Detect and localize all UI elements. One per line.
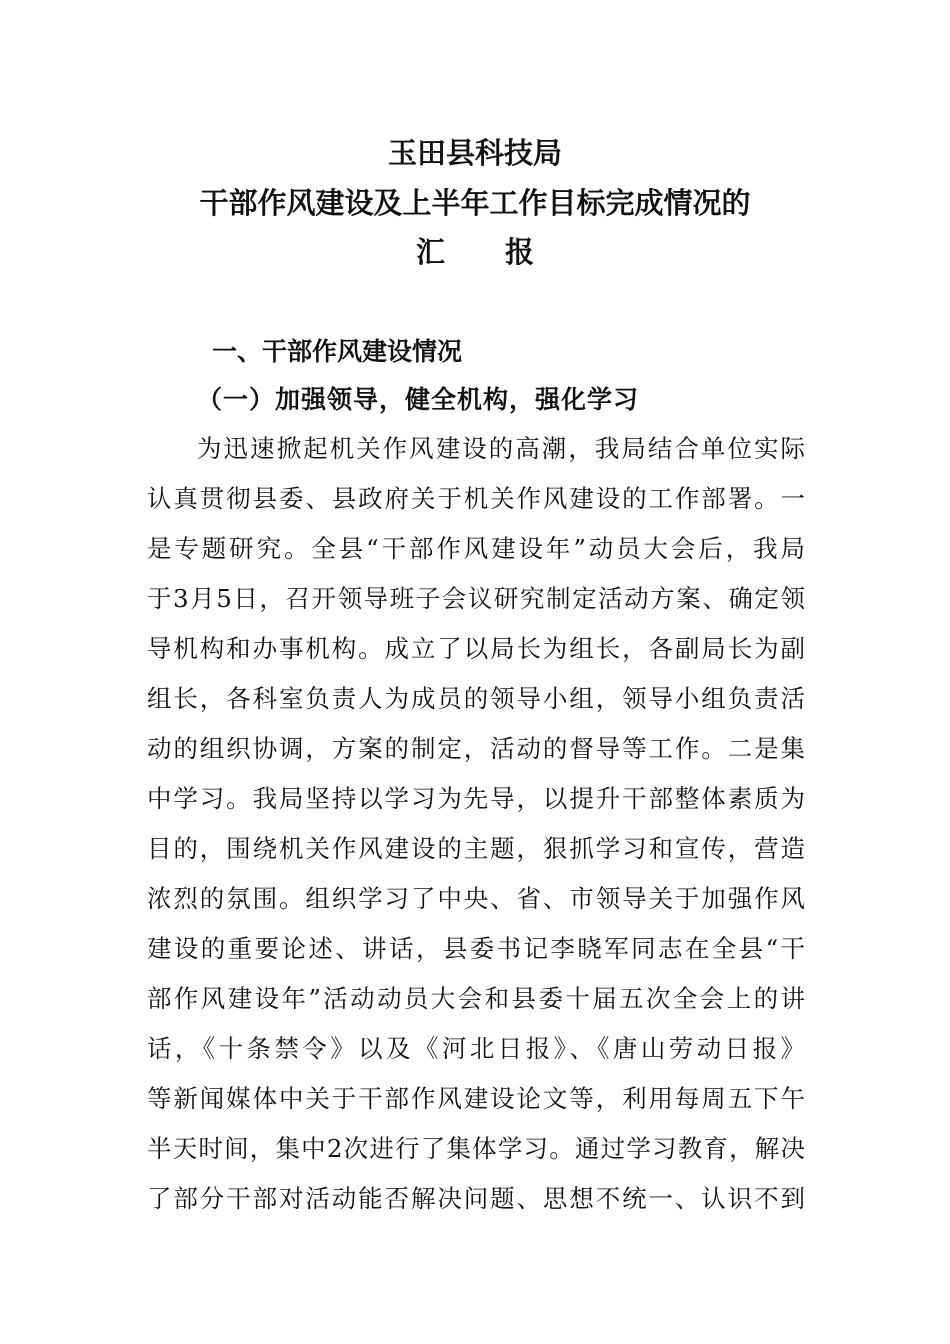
document-title-report: 汇报 xyxy=(415,235,594,269)
body-line: 了部分干部对活动能否解决问题、思想不统一、认识不到 xyxy=(147,1184,805,1213)
document-title-org: 玉田县科技局 xyxy=(387,136,562,170)
body-line: 于3月5日，召开领导班子会议研究制定活动方案、确定领 xyxy=(147,584,805,613)
document-title-subject: 干部作风建设及上半年工作目标完成情况的 xyxy=(199,186,751,220)
body-line: 认真贯彻县委、县政府关于机关作风建设的工作部署。一 xyxy=(147,484,805,513)
subsection-heading: （一）加强领导，健全机构，强化学习 xyxy=(197,385,640,414)
body-line: 话，《十条禁令》以及《河北日报》、《唐山劳动日报》 xyxy=(147,1034,805,1063)
body-line: 半天时间，集中2次进行了集体学习。通过学习教育，解决 xyxy=(147,1134,805,1163)
body-line: 动的组织协调，方案的制定，活动的督导等工作。二是集 xyxy=(147,734,805,763)
body-line: 为迅速掀起机关作风建设的高潮，我局结合单位实际 xyxy=(197,434,805,463)
section-heading: 一、干部作风建设情况 xyxy=(212,337,463,366)
body-line: 等新闻媒体中关于干部作风建设论文等，利用每周五下午 xyxy=(147,1084,805,1113)
body-line: 中学习。我局坚持以学习为先导，以提升干部整体素质为 xyxy=(147,784,805,813)
body-line: 目的，围绕机关作风建设的主题，狠抓学习和宣传，营造 xyxy=(147,834,805,863)
body-line: 导机构和办事机构。成立了以局长为组长，各副局长为副 xyxy=(147,634,805,663)
body-line: 部作风建设年”活动动员大会和县委十届五次全会上的讲 xyxy=(147,984,805,1013)
body-line: 组长，各科室负责人为成员的领导小组，领导小组负责活 xyxy=(147,684,805,713)
body-line: 是专题研究。全县“干部作风建设年”动员大会后，我局 xyxy=(147,534,805,563)
body-line: 浓烈的氛围。组织学习了中央、省、市领导关于加强作风 xyxy=(147,884,805,913)
body-line: 建设的重要论述、讲话，县委书记李晓军同志在全县“干 xyxy=(147,934,805,963)
